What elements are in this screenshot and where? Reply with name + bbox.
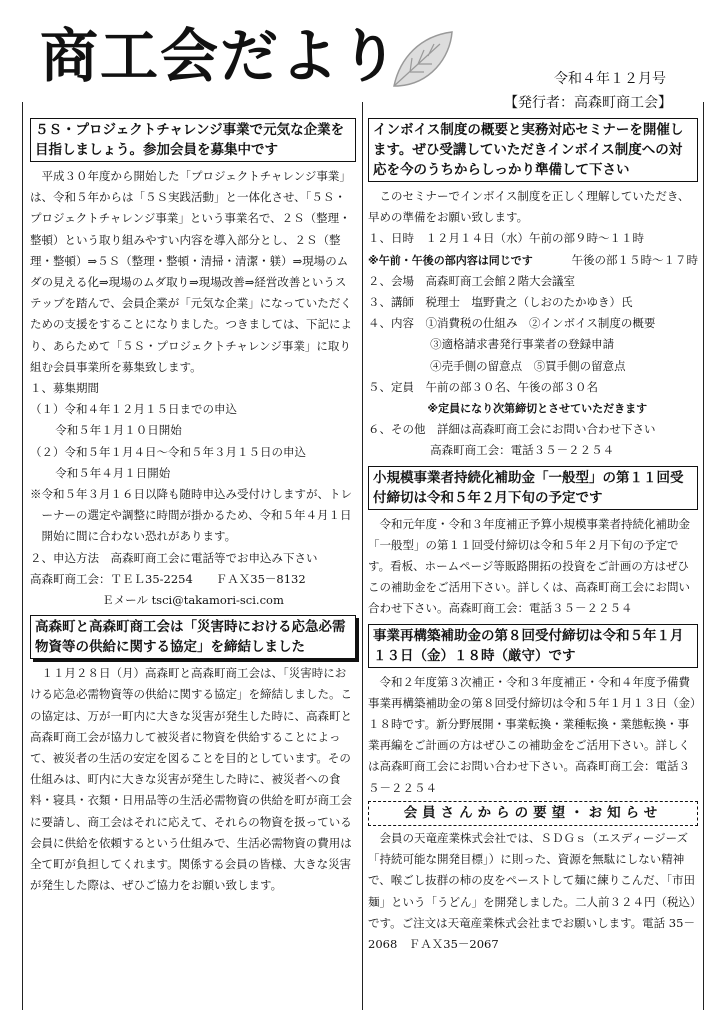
project-5s-body: 平成３０年度から開始した「プロジェクトチャレンジ事業」は、令和５年からは「５Ｓ実践活動」と一体化させ、「５Ｓ・プロジェクトチャレンジ事業」という事業名で、２Ｓ（整理・整頓）という取り組みやすい内容を導入部分とし、２Ｓ（整理・整頓）⇒５Ｓ（整理・整頓・清掃・清潔・躾）⇒現場のムダの見える化⇒現場のムダ取り⇒現場改善⇒経営改善というステップを踏んで、会員企業が「元気な企業」になっていただくための支援をすることになりました。つきましては、下記により、あらためて「５Ｓ・プロジェクトチャレンジ事業」に取り組む会員事業所を募集致します。 [30, 169, 352, 374]
email-line: Ｅメール tsci@takamori-sci.com [102, 593, 284, 608]
invoice-intro: このセミナーでインボイス制度を正しく理解していただき、早めの準備をお願い致します。 [368, 189, 690, 225]
contact-line: 高森町商工会：ＴＥＬ35-2254 ＦＡＸ35－8132 [30, 571, 306, 586]
seminar-venue: ２、会場 高森町商工会館２階大会議室 [368, 273, 575, 288]
subsidy-title: 小規模事業者持続化補助金「一般型」の第１１回受付締切は令和５年２月下旬の予定です [368, 466, 698, 510]
publisher: 【発行者：高森町商工会】 [504, 95, 672, 111]
application-method: ２、申込方法 高森町商工会に電話等でお申込み下さい [30, 550, 318, 565]
seminar-date-note: ※午前・午後の部内容は同じです [368, 253, 533, 267]
period-1: （１）令和４年１２月１５日までの申込 [30, 402, 237, 417]
right-rule [703, 102, 704, 1010]
period-2-start: 令和５年４月１日開始 [55, 465, 171, 480]
member-notice-body: 会員の天竜産業株式会社では、ＳＤＧｓ（エスディージーズ「持続可能な開発目標」）に則った、資源を無駄にしない精神で、喉ごし抜群の柿の皮をペーストして麺に練りこんだ、「市田麺」という「うどん」を開発しました。二人前３２４円（税込）です。ご注文は天竜産業株式会社までお願いします。電話 35－2068 ＦＡＸ35－2067 [368, 831, 696, 952]
seminar-content-2: ③適格請求書発行事業者の登録申請 [430, 337, 615, 352]
member-notice-title: 会員さんからの要望・お知らせ [368, 801, 698, 826]
subsidy-body: 令和元年度・令和３年度補正予算小規模事業者持続化補助金「一般型」の第１１回受付締切は令和５年２月下旬の予定です。看板、ホームページ等販路開拓の投資をご計画の方はぜひこの補助金をご活用下さい。詳しくは、高森町商工会にお問い合わせ下さい。高森町商工会：電話３５－２２５４ [368, 516, 690, 616]
left-column [30, 116, 356, 897]
seminar-lecturer: ３、講師 税理士 塩野貴之（しおのたかゆき）氏 [368, 295, 633, 310]
period-2: （２）令和５年１月４日～令和５年３月１５日の申込 [30, 444, 306, 459]
disaster-agreement-body: １１月２８日（月）高森町と高森町商工会は、「災害時における応急必需物資等の供給に関する協定」を締結しました。この協定は、万が一町内に大きな災害が発生した時に、高森町と高森町商工会が協力して被災者に物資を供給することによって、被災者の生活の安定を図ることを目的としています。その仕組みは、町内に大きな災害が発生した時に、被災者への食料・寝具・衣類・日用品等の生活必需物資の供給を町が商工会に要請し、商工会はそれに応えて、それらの物資を扱っている会員に供給を依頼するという仕組みで、生活必需物資の費用は全て町が負担してくれます。関係する会員の皆様、大きな災害が発生した際は、ぜひご協力をお願い致します。 [30, 666, 352, 893]
seminar-date-row2 [368, 250, 698, 271]
masthead-title: 商工会だより [40, 22, 401, 90]
leaf-icon [390, 28, 456, 90]
seminar-other-contact: 高森町商工会：電話３５－２２５４ [430, 443, 615, 458]
seminar-content-1: ４、内容 ①消費税の仕組み ②インボイス制度の概要 [368, 316, 656, 331]
center-rule [362, 102, 363, 1010]
invoice-seminar-title: インボイス制度の概要と実務対応セミナーを開催します。ぜひ受講していただきインボイス制度への対応を今のうちからしっかり準備して下さい [368, 118, 698, 182]
seminar-date: １、日時 １２月１４日（水）午前の部９時～１１時 [368, 231, 644, 246]
restructuring-body: 令和２年度第３次補正・令和３年度補正・令和４年度予備費事業再構築補助金の第８回受付締切は令和５年１月１３日（金）１８時です。新分野展開・事業転換・業種転換・業態転換・事業再編をご計画の方はぜひこの補助金をご活用下さい。詳しくは高森町商工会にお問い合わせ下さい。高森町商工会：電話３５－２２５４ [368, 674, 696, 795]
seminar-capacity-note: ※定員になり次第締切とさせていただきます [427, 402, 648, 416]
seminar-content-3: ④売手側の留意点 ⑤買手側の留意点 [430, 358, 626, 373]
application-note: ※令和５年３月１６日以降も随時申込み受付けしますが、トレーナーの選定や調整に時間が掛かるため、令和５年４月１日開始に間に合わない恐れがあります。 [30, 487, 352, 544]
seminar-5s-title: ５Ｓ・プロジェクトチャレンジ事業で元気な企業を目指しましょう。参加会員を募集中です [30, 118, 356, 162]
right-column [368, 116, 698, 955]
seminar-other: ６、その他 詳細は高森町商工会にお問い合わせ下さい [368, 422, 656, 437]
seminar-capacity: ５、定員 午前の部３０名、午後の部３０名 [368, 379, 598, 394]
issue-date: 令和４年１２月号 [554, 71, 666, 87]
seminar-date-pm: 午後の部１５時～１７時 [571, 252, 698, 267]
restructuring-title: 事業再構築補助金の第８回受付締切は令和５年１月１３日（金）１８時（厳守）です [368, 624, 698, 668]
period-heading: １、募集期間 [30, 381, 99, 396]
period-1-start: 令和５年１月１０日開始 [55, 423, 182, 438]
disaster-agreement-title: 高森町と高森町商工会は「災害時における応急必需物資等の供給に関する協定」を締結しました [30, 615, 356, 659]
left-rule [22, 102, 23, 1010]
